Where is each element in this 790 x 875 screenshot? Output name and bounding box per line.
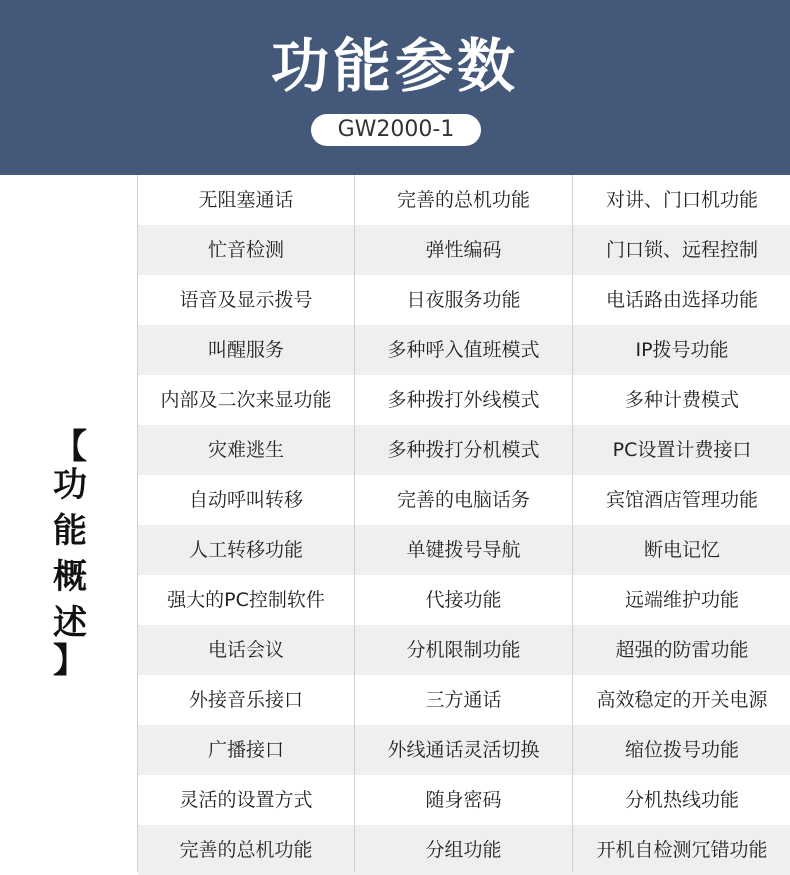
table-row [138,375,790,425]
table-cell: 代接功能 [425,589,502,611]
table-row [138,425,790,475]
table-cell: 对讲、门口机功能 [605,189,758,211]
table-cell: 开机自检测冗错功能 [596,839,768,861]
table-cell: 远端维护功能 [624,589,739,611]
table-row [138,275,790,325]
table-cell: 三方通话 [425,689,502,711]
bracket-open: 【 [53,427,87,467]
table-cell: 电话会议 [207,639,284,661]
table-row [138,675,790,725]
table-row [138,175,790,225]
column-divider [572,175,573,872]
table-cell: 日夜服务功能 [406,289,521,311]
table-cell: 完善的总机功能 [396,189,530,211]
section-label-char: 述 [53,603,87,643]
table-cell: 完善的总机功能 [179,839,313,861]
table-cell: 多种计费模式 [624,389,739,411]
table-cell: 多种拨打外线模式 [387,389,540,411]
section-label-char: 概 [53,557,87,597]
page-title: 功能参数 [270,32,519,100]
table-cell: 分组功能 [425,839,502,861]
table-cell: 外接音乐接口 [188,689,303,711]
table-cell: 断电记忆 [643,539,720,561]
table-row [138,775,790,825]
feature-table [137,175,790,872]
table-cell: 分机热线功能 [624,789,739,811]
table-cell: 强大的PC控制软件 [167,589,325,611]
table-row [138,825,790,875]
table-cell: 完善的电脑话务 [396,489,530,511]
table-cell: 内部及二次来显功能 [160,389,332,411]
table-cell: 人工转移功能 [188,539,303,561]
table-cell: 宾馆酒店管理功能 [605,489,758,511]
table-row [138,625,790,675]
table-cell: IP拨号功能 [635,339,729,361]
table-cell: 电话路由选择功能 [605,289,758,311]
table-cell: 忙音检测 [207,239,284,261]
table-row [138,325,790,375]
table-cell: 缩位拨号功能 [624,739,739,761]
table-cell: PC设置计费接口 [612,439,752,461]
table-cell: 无阻塞通话 [198,189,294,211]
table-row [138,475,790,525]
model-badge: GW2000-1 [311,114,481,146]
table-cell: 自动呼叫转移 [188,489,303,511]
table-cell: 叫醒服务 [207,339,284,361]
table-cell: 语音及显示拨号 [179,289,313,311]
section-label [48,427,92,681]
table-row [138,725,790,775]
table-cell: 多种拨打分机模式 [387,439,540,461]
table-cell: 外线通话灵活切换 [387,739,540,761]
section-label-char: 能 [53,511,87,551]
bracket-close: 】 [53,641,87,681]
table-cell: 单键拨号导航 [406,539,521,561]
table-cell: 灾难逃生 [207,439,284,461]
table-cell: 灵活的设置方式 [179,789,313,811]
table-cell: 分机限制功能 [406,639,521,661]
column-divider [354,175,355,872]
table-cell: 多种呼入值班模式 [387,339,540,361]
table-row [138,525,790,575]
table-cell: 门口锁、远程控制 [605,239,758,261]
header-banner [0,0,790,175]
table-row [138,225,790,275]
table-row [138,575,790,625]
table-cell: 随身密码 [425,789,502,811]
table-cell: 超强的防雷功能 [615,639,749,661]
table-cell: 广播接口 [207,739,284,761]
table-cell: 高效稳定的开关电源 [596,689,768,711]
section-label-char: 功 [53,465,87,505]
table-cell: 弹性编码 [425,239,502,261]
